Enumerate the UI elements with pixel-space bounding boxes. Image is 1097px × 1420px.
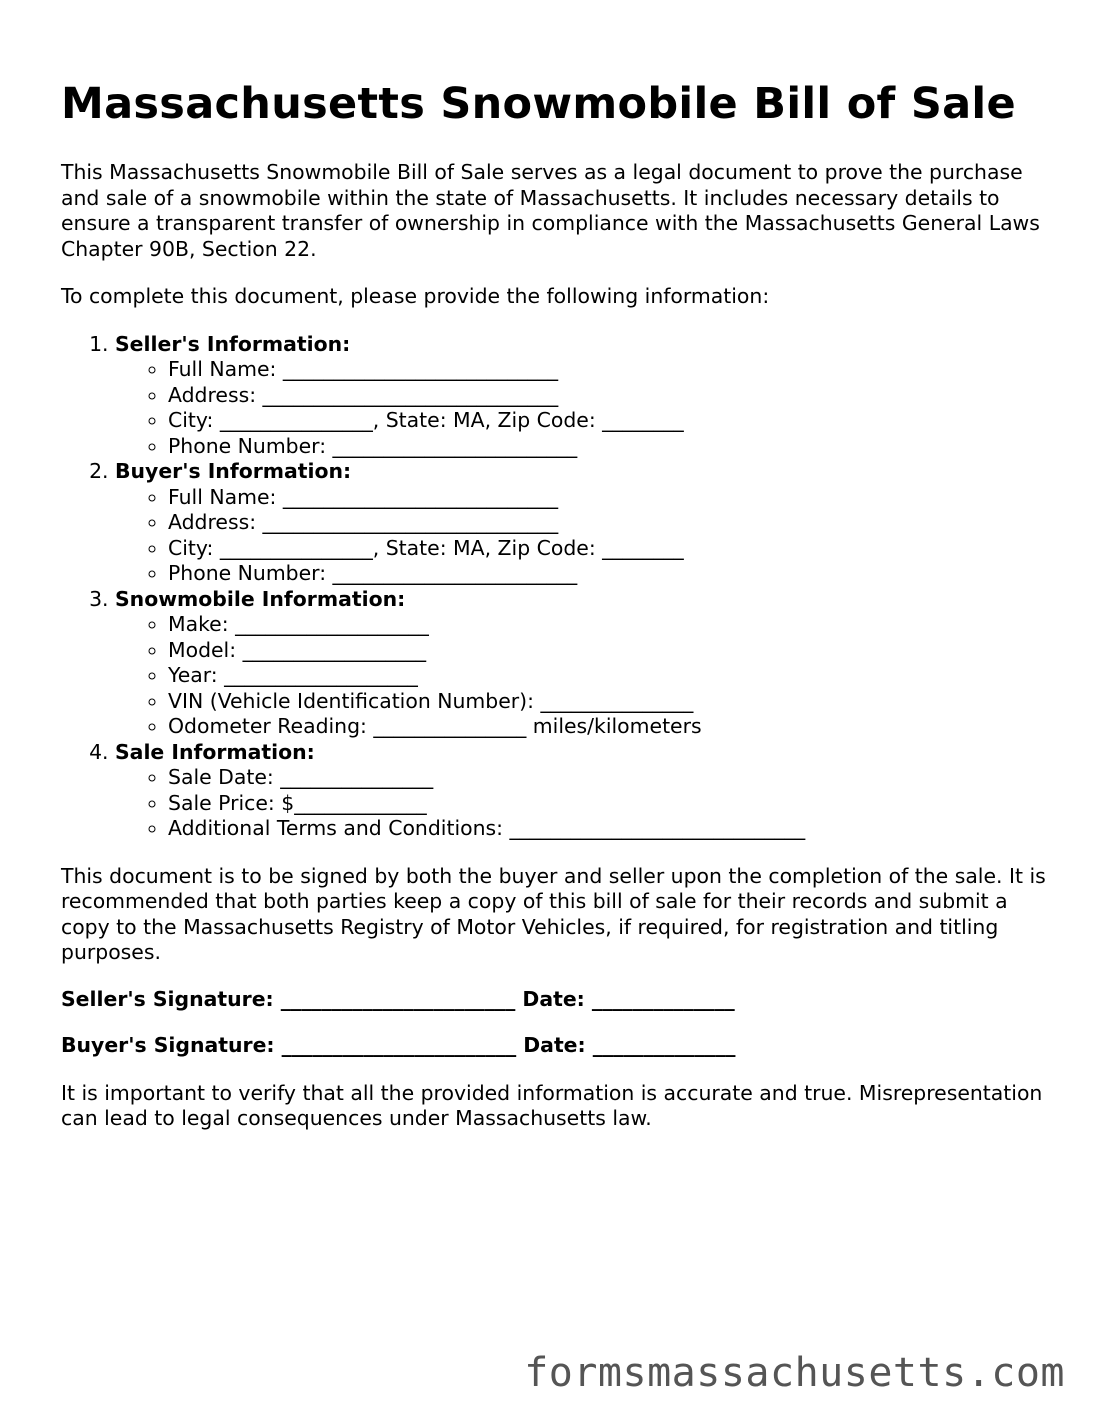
field-list bbox=[115, 485, 1051, 587]
site-watermark: formsmassachusetts.com bbox=[524, 1350, 1065, 1396]
field-phone: ◦ Phone Number: ________________________ bbox=[168, 561, 1051, 587]
field-make: ◦ Make: ___________________ bbox=[168, 612, 1051, 638]
buyer-signature-line: Buyer's Signature: _______________________ Date: ______________ bbox=[61, 1033, 736, 1057]
field-additional-terms: ◦ Additional Terms and Conditions: _____________________________ bbox=[168, 816, 1051, 842]
section-title: Snowmobile Information: bbox=[115, 586, 406, 611]
field-vin: ◦ VIN (Vehicle Identification Number): _______________ bbox=[168, 689, 1051, 715]
instructions-paragraph: To complete this document, please provide the following information: bbox=[61, 284, 770, 308]
field-sale-price: ◦ Sale Price: $_____________ bbox=[168, 791, 1051, 817]
field-sale-date: ◦ Sale Date: _______________ bbox=[168, 765, 1051, 791]
section-sale bbox=[115, 740, 1051, 842]
field-address: ◦ Address: _____________________________ bbox=[168, 510, 1051, 536]
field-city-state-zip: ◦ City: _______________, State: MA, Zip Code: ________ bbox=[168, 408, 1051, 434]
section-seller bbox=[115, 332, 1051, 460]
closing-paragraph: This document is to be signed by both the buyer and seller upon the completion of the sale. It is recommended that both parties keep a copy of this bill of sale for their records and submit a copy to the Massachusetts Registry of Motor Vehicles, if required, for registration and titling purposes. bbox=[61, 863, 1046, 964]
field-odometer: ◦ Odometer Reading: _______________ miles/kilometers bbox=[168, 714, 1051, 740]
intro-paragraph: This Massachusetts Snowmobile Bill of Sale serves as a legal document to prove the purchase and sale of a snowmobile within the state of Massachusetts. It includes necessary details to ensure a transparent transfer of ownership in compliance with the Massachusetts General Laws Chapter 90B, Section 22. bbox=[61, 160, 1040, 261]
section-buyer bbox=[115, 459, 1051, 587]
field-list bbox=[115, 765, 1051, 842]
field-list bbox=[115, 357, 1051, 459]
warning-paragraph: It is important to verify that all the provided information is accurate and true. Misrepresentation can lead to legal consequences under Massachusetts law. bbox=[61, 1080, 1043, 1130]
seller-signature-line: Seller's Signature: _______________________ Date: ______________ bbox=[61, 986, 735, 1011]
section-title: Sale Information: bbox=[115, 739, 315, 764]
field-list bbox=[115, 612, 1051, 740]
field-model: ◦ Model: __________________ bbox=[168, 638, 1051, 664]
field-year: ◦ Year: ___________________ bbox=[168, 663, 1051, 689]
section-title: Buyer's Information: bbox=[115, 459, 352, 483]
field-full-name: ◦ Full Name: ___________________________ bbox=[168, 357, 1051, 383]
sections-list bbox=[61, 332, 1051, 842]
document-title: Massachusetts Snowmobile Bill of Sale bbox=[61, 79, 1016, 129]
document-page bbox=[61, 0, 1051, 1132]
field-phone: ◦ Phone Number: ________________________ bbox=[168, 434, 1051, 460]
section-title: Seller's Information: bbox=[115, 331, 351, 356]
field-city-state-zip: ◦ City: _______________, State: MA, Zip Code: ________ bbox=[168, 536, 1051, 562]
field-address: ◦ Address: _____________________________ bbox=[168, 383, 1051, 409]
field-full-name: ◦ Full Name: ___________________________ bbox=[168, 485, 1051, 511]
section-snowmobile bbox=[115, 587, 1051, 740]
